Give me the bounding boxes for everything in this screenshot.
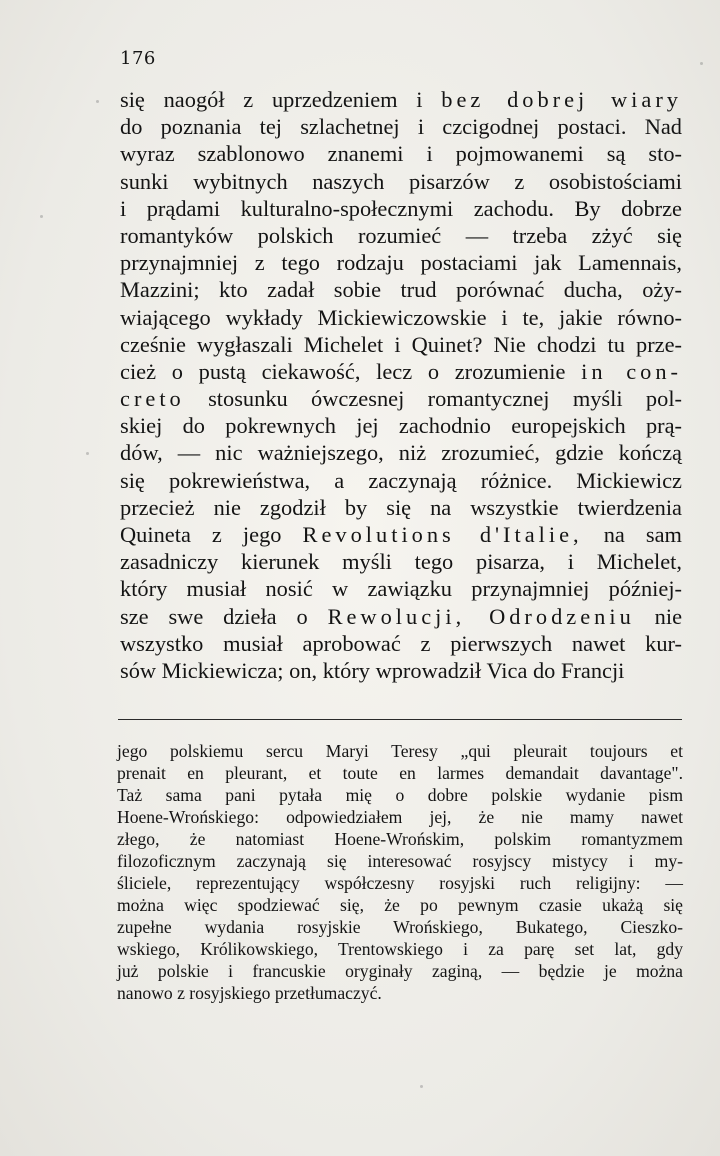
- footnote: [117, 740, 683, 1004]
- footnote-line: prenait en pleurant, et toute en larmes demandait davantage".: [117, 763, 683, 783]
- footnote-line: już polskie i francuskie oryginały zaginą, — będzie je można: [117, 961, 683, 981]
- text-line: [120, 276, 682, 303]
- text-line: [120, 222, 682, 249]
- paper-speck: [96, 100, 99, 103]
- footnote-line: Hoene-Wrońskiego: odpowiedziałem jej, że nie mamy nawet: [117, 807, 683, 827]
- text-line: [120, 630, 682, 657]
- text-run: sze swe dzieła o: [120, 603, 328, 629]
- text-run: cześnie wygłaszali Michelet i Quinet? Nie chodzi tu prze-: [120, 331, 682, 357]
- footnote-line: wskiego, Królikowskiego, Trentowskiego i za parę set lat, gdy: [117, 939, 683, 959]
- text-line: [120, 494, 682, 521]
- text-line: [120, 467, 682, 494]
- spaced-emphasis: in con-: [581, 358, 682, 384]
- text-line: [120, 140, 682, 167]
- text-run: się naogół z uprzedzeniem i: [120, 87, 442, 112]
- text-line: [120, 657, 682, 684]
- paper-speck: [40, 215, 43, 218]
- footnote-line: śliciele, reprezentujący współczesny rosyjski ruch religijny: —: [117, 873, 683, 893]
- footnote-line: Taż sama pani pytała mię o dobre polskie wydanie pism: [117, 785, 683, 805]
- spaced-emphasis: Revolutions d'Italie,: [302, 522, 583, 547]
- text-line: [120, 521, 682, 548]
- text-line: [120, 385, 682, 412]
- text-line: [120, 304, 682, 331]
- text-run: Mazzini; kto zadał sobie trud porównać ducha, oży-: [120, 277, 682, 303]
- text-line: [120, 548, 682, 575]
- text-run: nie: [634, 603, 683, 629]
- footnote-separator: [118, 719, 682, 720]
- text-line: [120, 575, 682, 602]
- text-run: dów, — nic ważniejszego, niż zrozumieć, gdzie kończą: [120, 440, 682, 466]
- text-line: [120, 358, 682, 385]
- text-run: do poznania tej szlachetnej i czcigodnej postaci. Nad: [120, 114, 682, 140]
- page-number: 176: [120, 48, 156, 69]
- footnote-line: złego, że natomiast Hoene-Wrońskim, polskim romantyzmem: [117, 829, 683, 849]
- text-run: wyraz szablonowo znanemi i pojmowanemi są sto-: [120, 141, 682, 167]
- footnote-line: jego polskiemu sercu Maryi Teresy „qui pleurait toujours et: [117, 741, 683, 761]
- main-text: [120, 86, 682, 684]
- text-run: który musiał nosić w zawiązku przynajmniej później-: [120, 576, 682, 602]
- text-run: Quineta z jego: [120, 522, 303, 547]
- footnote-line: filozoficznym zaczynają się interesować rosyjscy mistycy i my-: [117, 851, 683, 871]
- text-run: sów Mickiewicza; on, który wprowadził Vica do Francji: [120, 657, 625, 683]
- text-line: [120, 603, 682, 630]
- text-run: zasadniczy kierunek myśli tego pisarza, i Michelet,: [120, 549, 682, 575]
- text-line: [120, 195, 682, 222]
- text-run: stosunku ówczesnej romantycznej myśli pol-: [184, 386, 682, 412]
- text-run: wiającego wykłady Mickiewiczowskie i te, jakie równo-: [120, 304, 682, 330]
- text-run: cież o pustą ciekawość, lecz o zrozumienie: [120, 358, 582, 384]
- text-run: przecież nie zgodził by się na wszystkie twierdzenia: [120, 494, 682, 520]
- text-line: [120, 439, 682, 466]
- footnote-line: zupełne wydania rosyjskie Wrońskiego, Bukatego, Cieszko-: [117, 917, 683, 937]
- text-line: [120, 86, 682, 113]
- text-run: przynajmniej z tego rodzaju postaciami jak Lamennais,: [120, 250, 682, 276]
- text-run: skiej do pokrewnych jej zachodnio europejskich prą-: [120, 413, 682, 439]
- text-run: się pokrewieństwa, a zaczynają różnice. Mickiewicz: [120, 467, 682, 493]
- text-line: [120, 168, 682, 195]
- text-line: [120, 113, 682, 140]
- text-run: wszystko musiał aprobować z pierwszych nawet kur-: [120, 630, 682, 656]
- text-run: i prądami kulturalno-społecznymi zachodu. By dobrze: [120, 195, 682, 221]
- text-run: romantyków polskich rozumieć — trzeba zżyć się: [120, 222, 682, 248]
- text-line: [120, 331, 682, 358]
- footnote-line: nanowo z rosyjskiego przetłumaczyć.: [117, 983, 382, 1003]
- paper-speck: [700, 62, 703, 65]
- text-line: [120, 412, 682, 439]
- spaced-emphasis: creto: [120, 386, 185, 412]
- text-run: sunki wybitnych naszych pisarzów z osobistościami: [120, 168, 682, 194]
- footnote-line: można więc spodziewać się, że po pewnym czasie ukażą się: [117, 895, 683, 915]
- spaced-emphasis: bez dobrej wiary: [441, 87, 682, 112]
- paper-speck: [86, 452, 89, 455]
- spaced-emphasis: Rewolucji, Odrodzeniu: [327, 603, 635, 629]
- text-line: [120, 249, 682, 276]
- text-run: na sam: [582, 522, 682, 547]
- paper-speck: [420, 1085, 423, 1088]
